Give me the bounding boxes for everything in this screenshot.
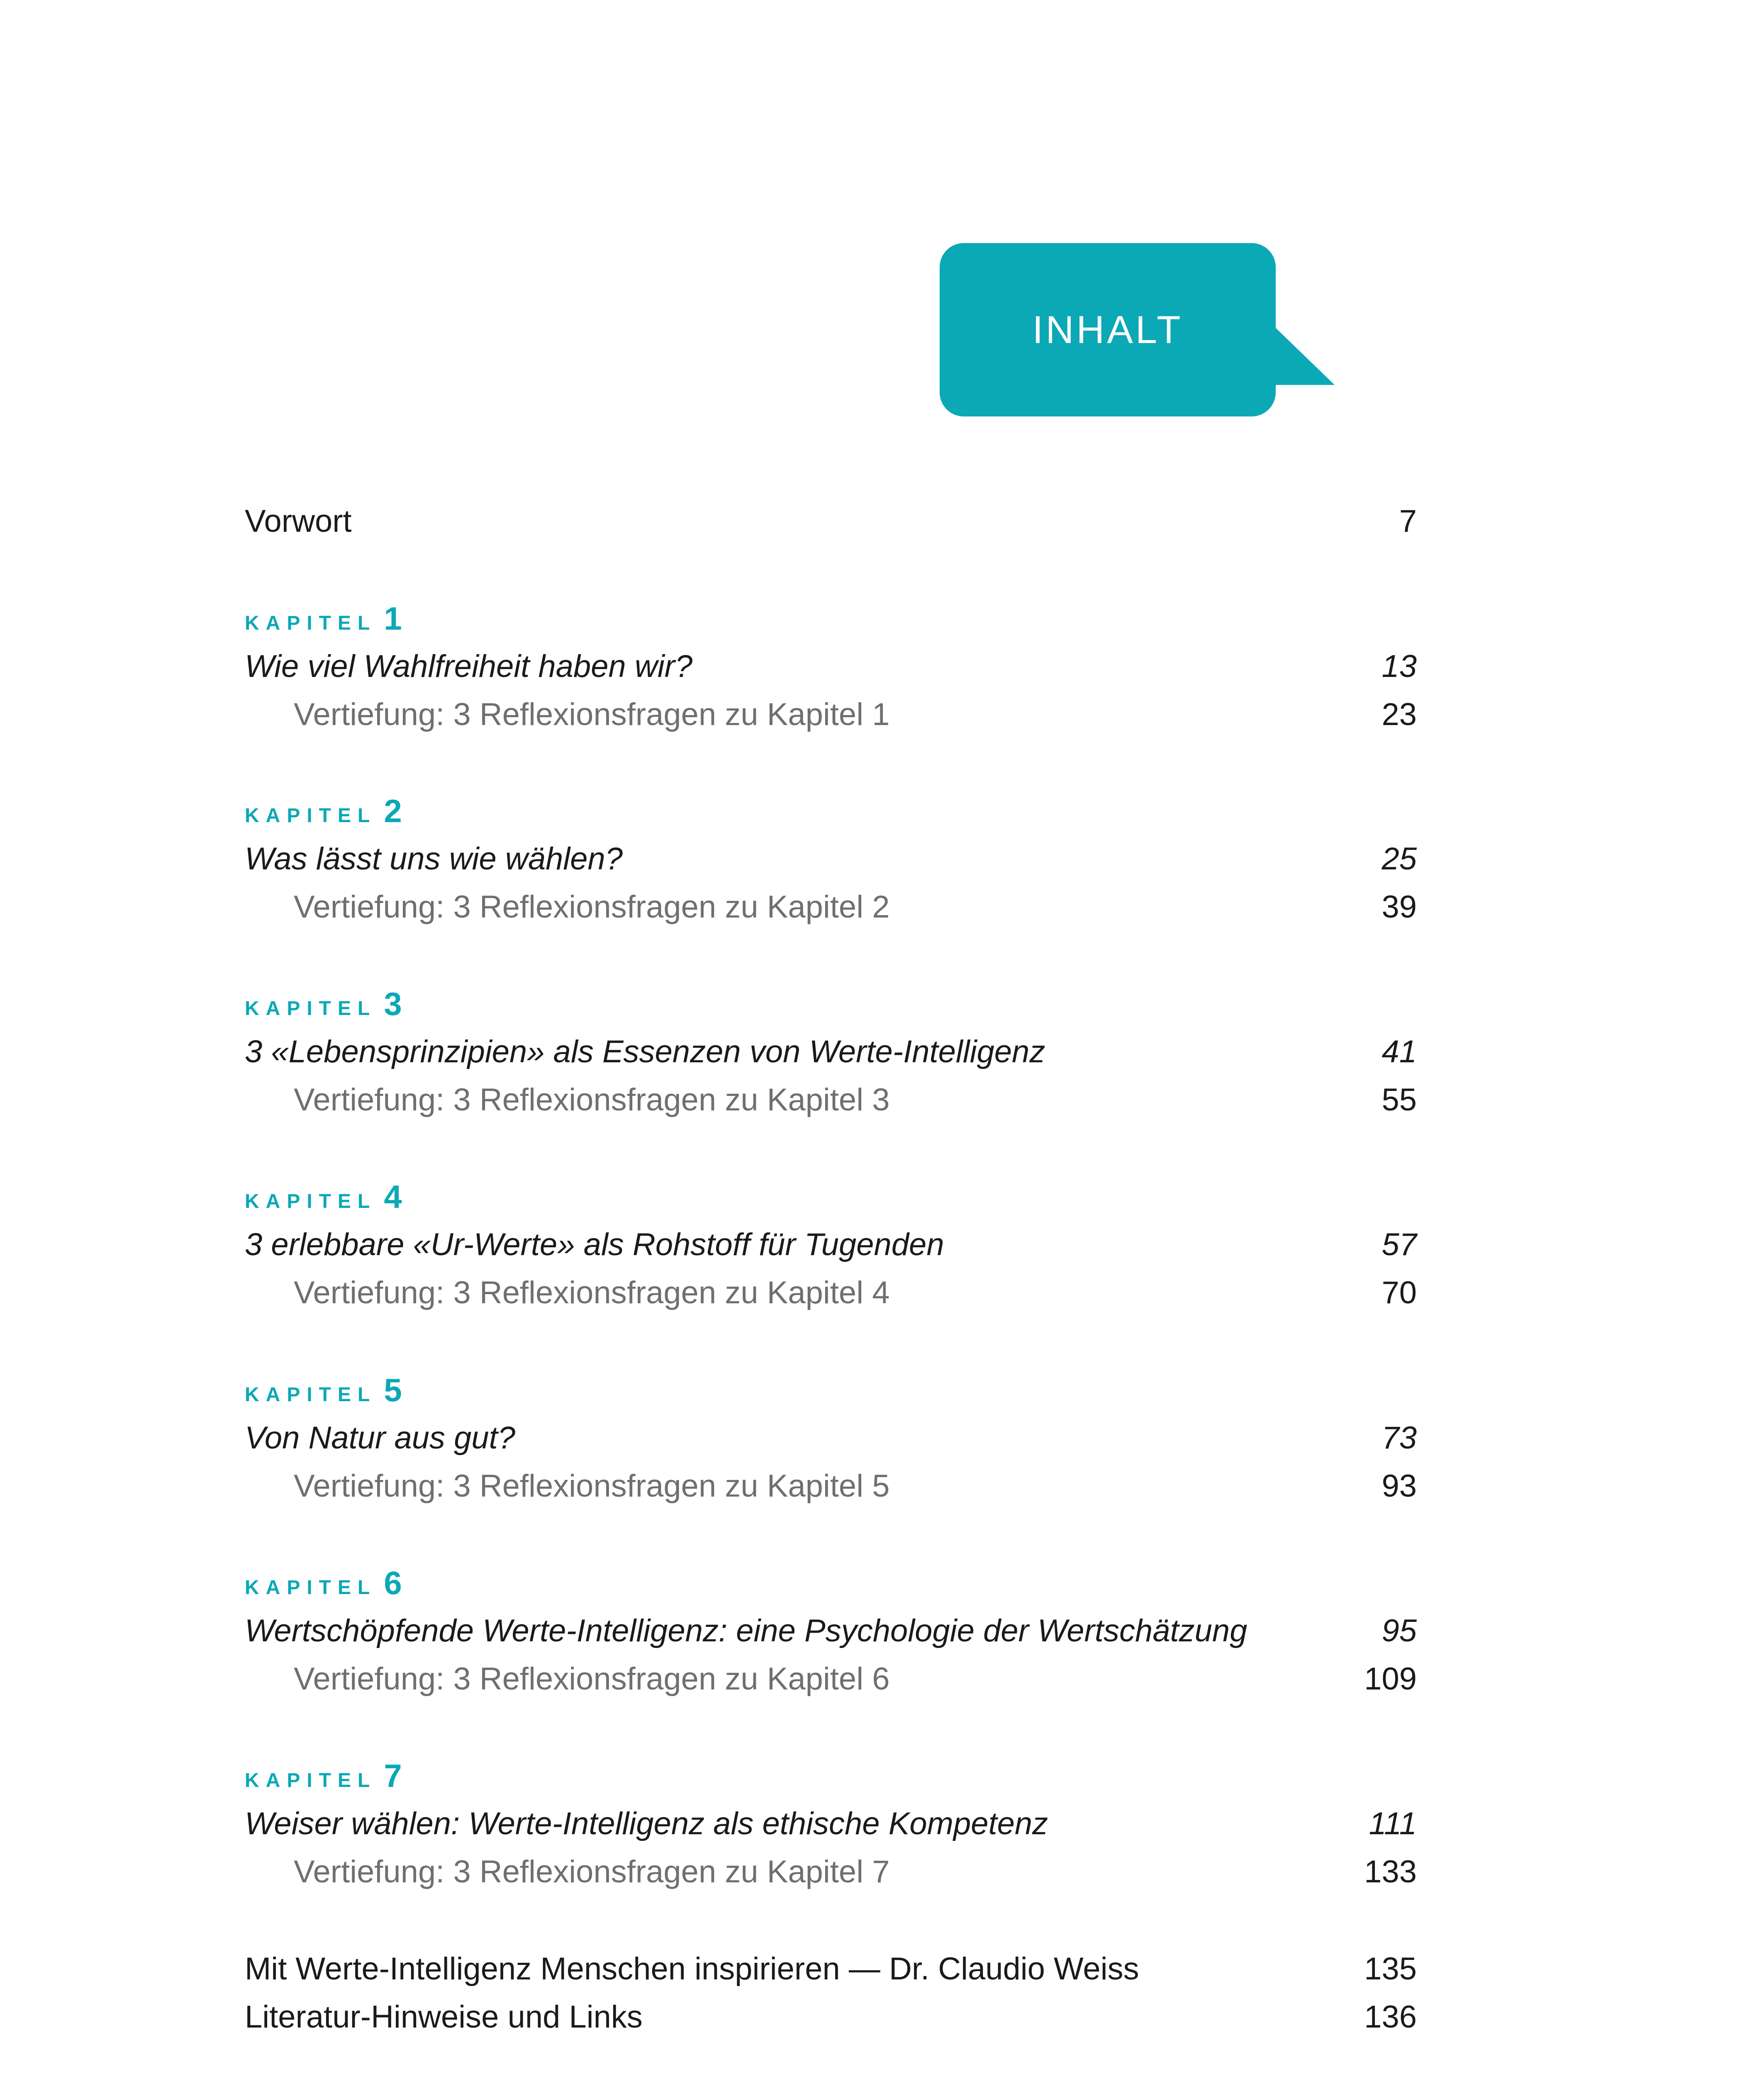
toc-entry-chapter-7-questions[interactable]	[245, 1849, 1417, 1895]
chapter-heading-6	[245, 1560, 402, 1606]
chapter-title: Wie viel Wahlfreiheit haben wir?	[245, 649, 693, 684]
inhalt-bubble	[940, 243, 1276, 416]
chapter-number: 1	[384, 600, 402, 637]
toc-entry-page: 7	[1399, 504, 1417, 539]
toc-entry-label: Vorwort	[245, 504, 352, 539]
chapter-number: 3	[384, 986, 402, 1022]
toc-entry-label: Literatur-Hinweise und Links	[245, 1999, 643, 2035]
toc-entry-chapter-2-questions[interactable]	[245, 884, 1417, 930]
chapter-title: Weiser wählen: Werte-Intelligenz als ethische Kompetenz	[245, 1806, 1048, 1841]
questions-label: Vertiefung: 3 Reflexionsfragen zu Kapitel 7	[294, 1854, 890, 1889]
toc-entry-label: Mit Werte-Intelligenz Menschen inspirieren — Dr. Claudio Weiss	[245, 1951, 1139, 1986]
toc-entry-chapter-4[interactable]	[245, 1222, 1417, 1268]
toc-entry-chapter-1-questions[interactable]	[245, 692, 1417, 738]
toc-entry-chapter-7[interactable]	[245, 1801, 1417, 1847]
toc-entry-page: 136	[1364, 1999, 1417, 2035]
chapter-heading-4	[245, 1174, 402, 1220]
chapter-title: Wertschöpfende Werte-Intelligenz: eine Psychologie der Wertschätzung	[245, 1613, 1247, 1648]
chapter-keyword: KAPITEL	[245, 1384, 377, 1406]
chapter-keyword: KAPITEL	[245, 612, 377, 634]
chapter-keyword: KAPITEL	[245, 1770, 377, 1792]
chapter-heading-3	[245, 981, 402, 1027]
chapter-page: 25	[1381, 841, 1417, 876]
chapter-heading-5	[245, 1367, 402, 1413]
questions-label: Vertiefung: 3 Reflexionsfragen zu Kapitel 2	[294, 889, 890, 925]
questions-page: 70	[1381, 1275, 1417, 1310]
chapter-page: 57	[1381, 1227, 1417, 1262]
questions-page: 23	[1381, 697, 1417, 732]
toc-entry-chapter-5[interactable]	[245, 1415, 1417, 1461]
toc-entry-chapter-6-questions[interactable]	[245, 1656, 1417, 1702]
toc-entry-chapter-5-questions[interactable]	[245, 1463, 1417, 1509]
toc-entry-literature[interactable]	[245, 1994, 1417, 2040]
questions-label: Vertiefung: 3 Reflexionsfragen zu Kapitel 1	[294, 697, 890, 732]
chapter-heading-2	[245, 788, 402, 834]
toc-entry-chapter-2[interactable]	[245, 836, 1417, 882]
chapter-page: 95	[1381, 1613, 1417, 1648]
toc-entry-chapter-1[interactable]	[245, 644, 1417, 689]
chapter-heading-7	[245, 1753, 402, 1799]
chapter-number: 2	[384, 793, 402, 829]
questions-label: Vertiefung: 3 Reflexionsfragen zu Kapitel 5	[294, 1468, 890, 1504]
chapter-number: 4	[384, 1178, 402, 1215]
chapter-number: 6	[384, 1565, 402, 1601]
bubble-tail	[1270, 323, 1335, 385]
questions-page: 133	[1364, 1854, 1417, 1889]
chapter-title: 3 «Lebensprinzipien» als Essenzen von Werte-Intelligenz	[245, 1034, 1045, 1069]
chapter-keyword: KAPITEL	[245, 1190, 377, 1212]
toc-entry-chapter-4-questions[interactable]	[245, 1270, 1417, 1316]
chapter-number: 5	[384, 1372, 402, 1408]
chapter-page: 73	[1381, 1420, 1417, 1456]
chapter-keyword: KAPITEL	[245, 998, 377, 1020]
chapter-title: Was lässt uns wie wählen?	[245, 841, 623, 876]
chapter-keyword: KAPITEL	[245, 805, 377, 827]
chapter-title: 3 erlebbare «Ur-Werte» als Rohstoff für Tugenden	[245, 1227, 944, 1262]
chapter-title: Von Natur aus gut?	[245, 1420, 516, 1456]
page-title: INHALT	[1032, 308, 1183, 351]
toc-entry-afterword[interactable]	[245, 1946, 1417, 1992]
questions-page: 55	[1381, 1082, 1417, 1117]
questions-label: Vertiefung: 3 Reflexionsfragen zu Kapitel 4	[294, 1275, 890, 1310]
chapter-page: 111	[1369, 1806, 1417, 1841]
toc-entry-page: 135	[1364, 1951, 1417, 1986]
chapter-number: 7	[384, 1758, 402, 1794]
chapter-keyword: KAPITEL	[245, 1577, 377, 1599]
toc-entry-chapter-3[interactable]	[245, 1029, 1417, 1075]
questions-page: 93	[1381, 1468, 1417, 1504]
chapter-page: 13	[1381, 649, 1417, 684]
questions-page: 39	[1381, 889, 1417, 925]
toc-entry-chapter-6[interactable]	[245, 1608, 1417, 1654]
toc-entry-preface[interactable]	[245, 499, 1417, 544]
chapter-page: 41	[1381, 1034, 1417, 1069]
questions-label: Vertiefung: 3 Reflexionsfragen zu Kapitel 6	[294, 1661, 890, 1697]
toc-entry-chapter-3-questions[interactable]	[245, 1077, 1417, 1123]
questions-page: 109	[1364, 1661, 1417, 1697]
chapter-heading-1	[245, 596, 402, 641]
questions-label: Vertiefung: 3 Reflexionsfragen zu Kapitel 3	[294, 1082, 890, 1117]
